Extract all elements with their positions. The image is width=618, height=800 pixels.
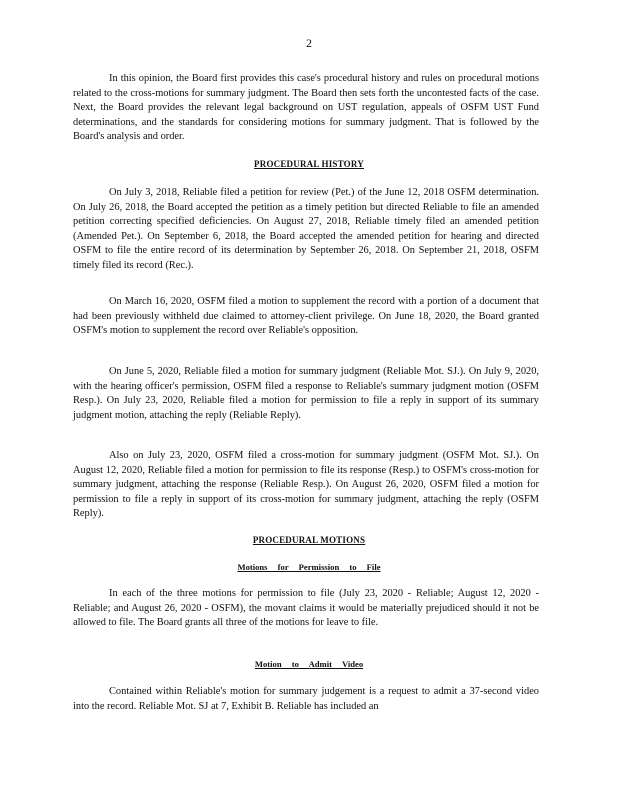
page-number: 2 — [306, 36, 312, 50]
history-paragraph-2: On March 16, 2020, OSFM filed a motion to supplement the record with a portion of a document that had been previously withheld due claimed to attorney-client privilege. On June 18, 2020, the Board granted OSFM's motion to supplement the record over Reliable's opposition. — [73, 296, 539, 337]
video-paragraph: Contained within Reliable's motion for summary judgement is a request to admit a 37-second video into the record. Reliable Mot. SJ at 7, Exhibit B. Reliable has included an — [73, 686, 539, 712]
history-paragraph-3: On June 5, 2020, Reliable filed a motion for summary judgment (Reliable Mot. SJ.). On July 9, 2020, with the hearing officer's permission, OSFM filed a response to Reliable's summary judgment motion (OSFM Resp.). On July 23, 2020, Reliable filed a motion for permission to file a reply in support of its summary judgment motion, attaching the reply (Reliable Reply). — [73, 366, 539, 421]
subheading-motions-for-permission: Motions for Permission to File — [237, 562, 381, 572]
history-paragraph-4: Also on July 23, 2020, OSFM filed a cross-motion for summary judgment (OSFM Mot. SJ.). On August 12, 2020, Reliable filed a motion for permission to file its response (Resp.) to OSFM's cross-motion for summary judgment, attaching the response (Reliable Resp.). On August 26, 2020, OSFM filed a motion for permission to file a reply in support of its cross-motion for summary judgment, attaching the reply (OSFM Reply). — [73, 450, 539, 520]
heading-procedural-motions: PROCEDURAL MOTIONS — [252, 535, 366, 545]
subheading-motion-to-admit-video: Motion to Admit Video — [254, 659, 364, 669]
heading-procedural-history: PROCEDURAL HISTORY — [254, 159, 364, 169]
history-paragraph-1: On July 3, 2018, Reliable filed a petition for review (Pet.) of the June 12, 2018 OSFM determination. On July 26, 2018, the Board accepted the petition as a timely petition but directed Reliable to file an amended petition correcting specified deficiencies. On August 27, 2018, Reliable timely filed an amended petition (Amended Pet.). On September 6, 2018, the Board accepted the amended petition for hearing and directed OSFM to file the entire record of its determination by September 26, 2018. On September 21, 2018, OSFM timely filed its record (Rec.). — [73, 187, 539, 271]
intro-paragraph: In this opinion, the Board first provides this case's procedural history and rules on procedural motions related to the cross-motions for summary judgment. The Board then sets forth the uncontested facts of the case. Next, the Board provides the relevant legal background on UST regulation, appeals of OSFM UST Fund determinations, and the standards for considering motions for summary judgment. That is followed by the Board's analysis and order. — [73, 73, 539, 143]
motions-paragraph: In each of the three motions for permission to file (July 23, 2020 - Reliable; August 12, 2020 - Reliable; and August 26, 2020 - OSFM), the movant claims it would be materially prejudiced should it not be allowed to file. The Board grants all three of the motions for leave to file. — [73, 588, 539, 629]
